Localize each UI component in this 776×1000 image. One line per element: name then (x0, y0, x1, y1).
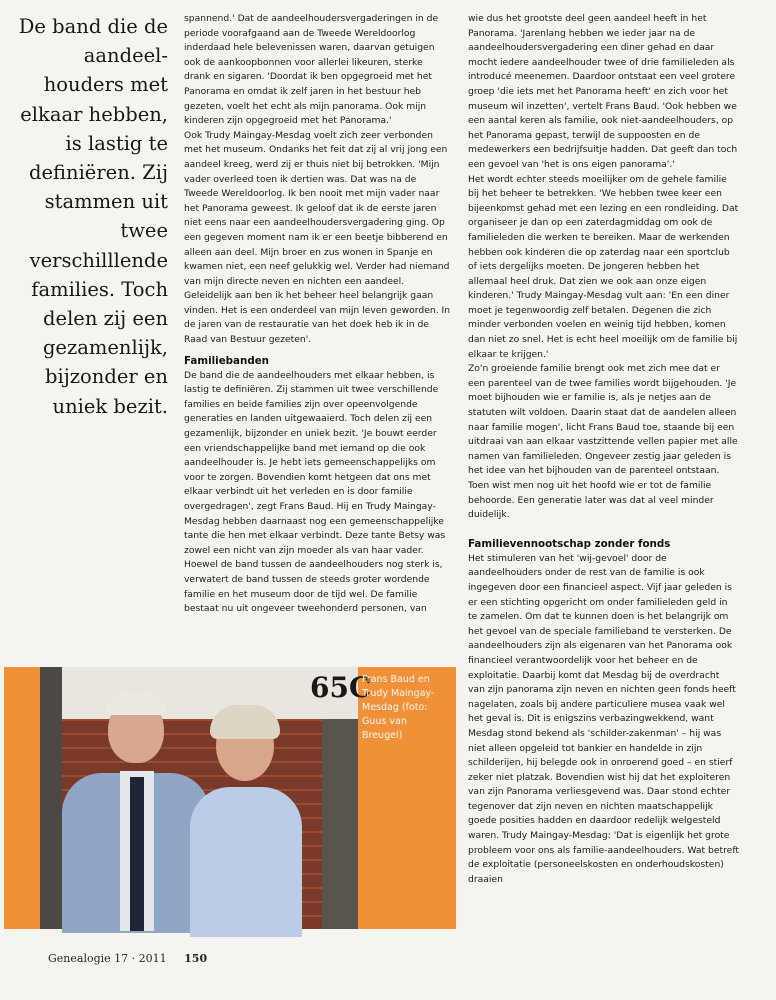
photo-block (4, 667, 456, 929)
pull-quote: De band die de aandeel-houders met elkaar hebben, is lastig te definiëren. Zij stammen uit twee verschilllende families. Toch delen zij een gezamenlijk, bijzonder en uniek bezit. (18, 15, 168, 418)
article-paragraph: Hoewel de band tussen de aandeelhouders nog sterk is, verwatert de band tussen de steeds groter wordende familie en het museum door de tijd wel. De familie bestaat nu uit ongeveer tweehonderd personen, van (184, 559, 443, 615)
section-heading: Familiebanden (184, 354, 270, 367)
photo-door (322, 719, 358, 929)
photo-caption: Frans Baud en Trudy Maingay-Mesdag (foto: Guus van Breugel) (362, 674, 435, 741)
article-paragraph: De band die de aandeelhouders met elkaar hebben, is lastig te definiëren. Zij stammen uit twee verschillende families en beide families zijn over opeenvolgende generaties en landen uitgewaaierd. Toch delen zij een gezamenlijk, bijzonder en uniek bezit. 'Je bouwt eerder een vriendschappelijke band met iemand op die ook aandeelhouder is. Je hebt iets gemeenschappelijks om voor te zorgen. Bovendien komt hetgeen dat ons met elkaar verbindt uit het verleden en is door familie overgedragen', zegt Frans Baud. Hij en Trudy Maingay-Mesdag hebben daarnaast nog een gemeenschappelijke tante die hen met elkaar verbindt. Deze tante Betsy was zowel een nicht van zijn moeder als van haar vader. (184, 369, 446, 556)
article-paragraph: wie dus het grootste deel geen aandeel heeft in het Panorama. 'Jarenlang hebben we ieder jaar na de aandeelhoudersvergadering een diner gehad en daar mocht iedere aandeelhouder twee of drie familieleden als introducé meenemen. Daardoor ontstaat een veel grotere groep 'die iets met het Panorama heeft' en zich voor het museum wil inzetten', vertelt Frans Baud. 'Ook hebben we een aantal keren als familie, ook niet-aandeelhouders, op het Panorama gepast, terwijl de suppoosten en de medewerkers een bedrijfsuitje hadden. Dat geeft dan toch een gevoel van 'het is ons eigen panorama'.' (468, 13, 738, 170)
article-paragraph: Ook Trudy Maingay-Mesdag voelt zich zeer verbonden met het museum. Ondanks het feit dat zij al vrij jong een aandeel kreeg, werd zij er thuis niet bij betrokken. 'Mijn vader overleed toen ik dertien was. Dat was na de Tweede Wereldoorlog. Ik ben nooit met mijn vader naar het Panorama geweest. Ik geloof dat ik de eerste jaren niet eens naar een aandeelhoudersvergadering ging. Op een gegeven moment nam ik er een beetje bibberend en alleen aan deel. Mijn broer en zus wonen in Spanje en kwamen niet, een neef gelukkig wel. Verder had niemand van mijn directe neven en nichten een aandeel. Geleidelijk aan ben ik het beheer heel belangrijk gaan vinden. Het is een onderdeel van mijn leven geworden. In de jaren van de restauratie van het doek heb ik in de Raad van Bestuur gezeten'. (184, 129, 451, 346)
article-column-middle (184, 12, 451, 617)
photo-drainpipe (40, 667, 62, 929)
house-number-sign: 65C (310, 671, 372, 704)
journal-name: Genealogie 17 · 2011 (48, 952, 167, 965)
article-column-right (468, 12, 739, 887)
article-paragraph: Zo'n groeiende familie brengt ook met zich mee dat er een parenteel van de twee families wordt bijgehouden. 'Je moet bijhouden wie er familie is, als je netjes aan de statuten wilt voldoen. Daarin staat dat de aandelen alleen naar familie mogen', licht Frans Baud toe, staande bij een uitdraai van aan elkaar vastzittende vellen papier met alle namen van familieleden. Ongeveer zestig jaar geleden is het idee van het bijhouden van de parenteel ontstaan. Toen wist men nog uit het hoofd wie er tot de familie behoorde. Een generatie later was dat al veel minder duidelijk. (468, 363, 738, 521)
article-paragraph: Het stimuleren van het 'wij-gevoel' door de aandeelhouders onder de rest van de familie is ook ingegeven door een financieel aspect. Vijf jaar geleden is er een stichting opgericht om onder familieleden geld in te zamelen. Om dat te kunnen doen is het belangrijk om het gevoel van de speciale familieband te versterken. De aandeelhouders zijn als eigenaren van het Panorama ook financieel verantwoordelijk voor het beheer en de exploitatie. Daarbij komt dat Mesdag bij de overdracht van zijn panorama zijn neven en nichten geen fonds heeft nagelaten, zoals bij andere particuliere musea vaak wel het geval is. Dit is enigszins verbazingwekkend, want Mesdag stond bekend als 'schilder-zakenman' – hij was niet alleen opgeleid tot bankier en handelde in zijn schilderijen, hij belegde ook in onroerend goed – en stierf zeker niet platzak. Bovendien wist hij dat het exploiteren van zijn Panorama verliesgevend was. Daar stond echter tegenover dat zijn neven en nichten maatschappelijk goede posities hadden en daardoor redelijk welgesteld waren. Trudy Maingay-Mesdag: 'Dat is eigenlijk het grote probleem voor ons als familie-aandeelhouders. Wat betreft de exploitatie (personeelskosten en onderhoudskosten) draaien (468, 552, 740, 885)
section-heading: Familievennootschap zonder fonds (468, 537, 671, 550)
article-paragraph: spannend.' Dat de aandeelhoudersvergaderingen in de periode voorafgaand aan de Tweede Wereldoorlog inderdaad hele belevenissen waren, daarvan getuigen ook de aankoopbonnen voor allerlei likeuren, sterke drank en sigaren. 'Doordat ik ben opgegroeid met het Panorama en omdat ik zelf jaren in het bestuur heb gezeten, voelt het echt als mijn panorama. Ook mijn kinderen zijn opgegroeid met het Panorama.' (184, 13, 439, 127)
portrait-photo (40, 667, 372, 929)
article-paragraph: Het wordt echter steeds moeilijker om de gehele familie bij het beheer te betrekken. 'We hebben twee keer een bijeenkomst gehad met een lezing en een rondleiding. Dat organiseer je dan op een zaterdagmiddag om ook de familieleden die werken te bereiken. Maar de werkenden hebben ook kinderen die op zaterdag naar een sportclub of iets dergelijks moeten. De jongeren hebben het allemaal heel druk. Dat zien we ook aan onze eigen kinderen.' Trudy Maingay-Mesdag vult aan: 'En een diner moet je tegenwoordig zelf betalen. Degenen die zich minder verbonden voelen en weinig tijd hebben, komen dan niet zo snel. Het is echt heel moeilijk om de familie bij elkaar te krijgen.' (468, 173, 739, 360)
page-footer (48, 952, 207, 965)
page-number: 150 (184, 952, 208, 965)
